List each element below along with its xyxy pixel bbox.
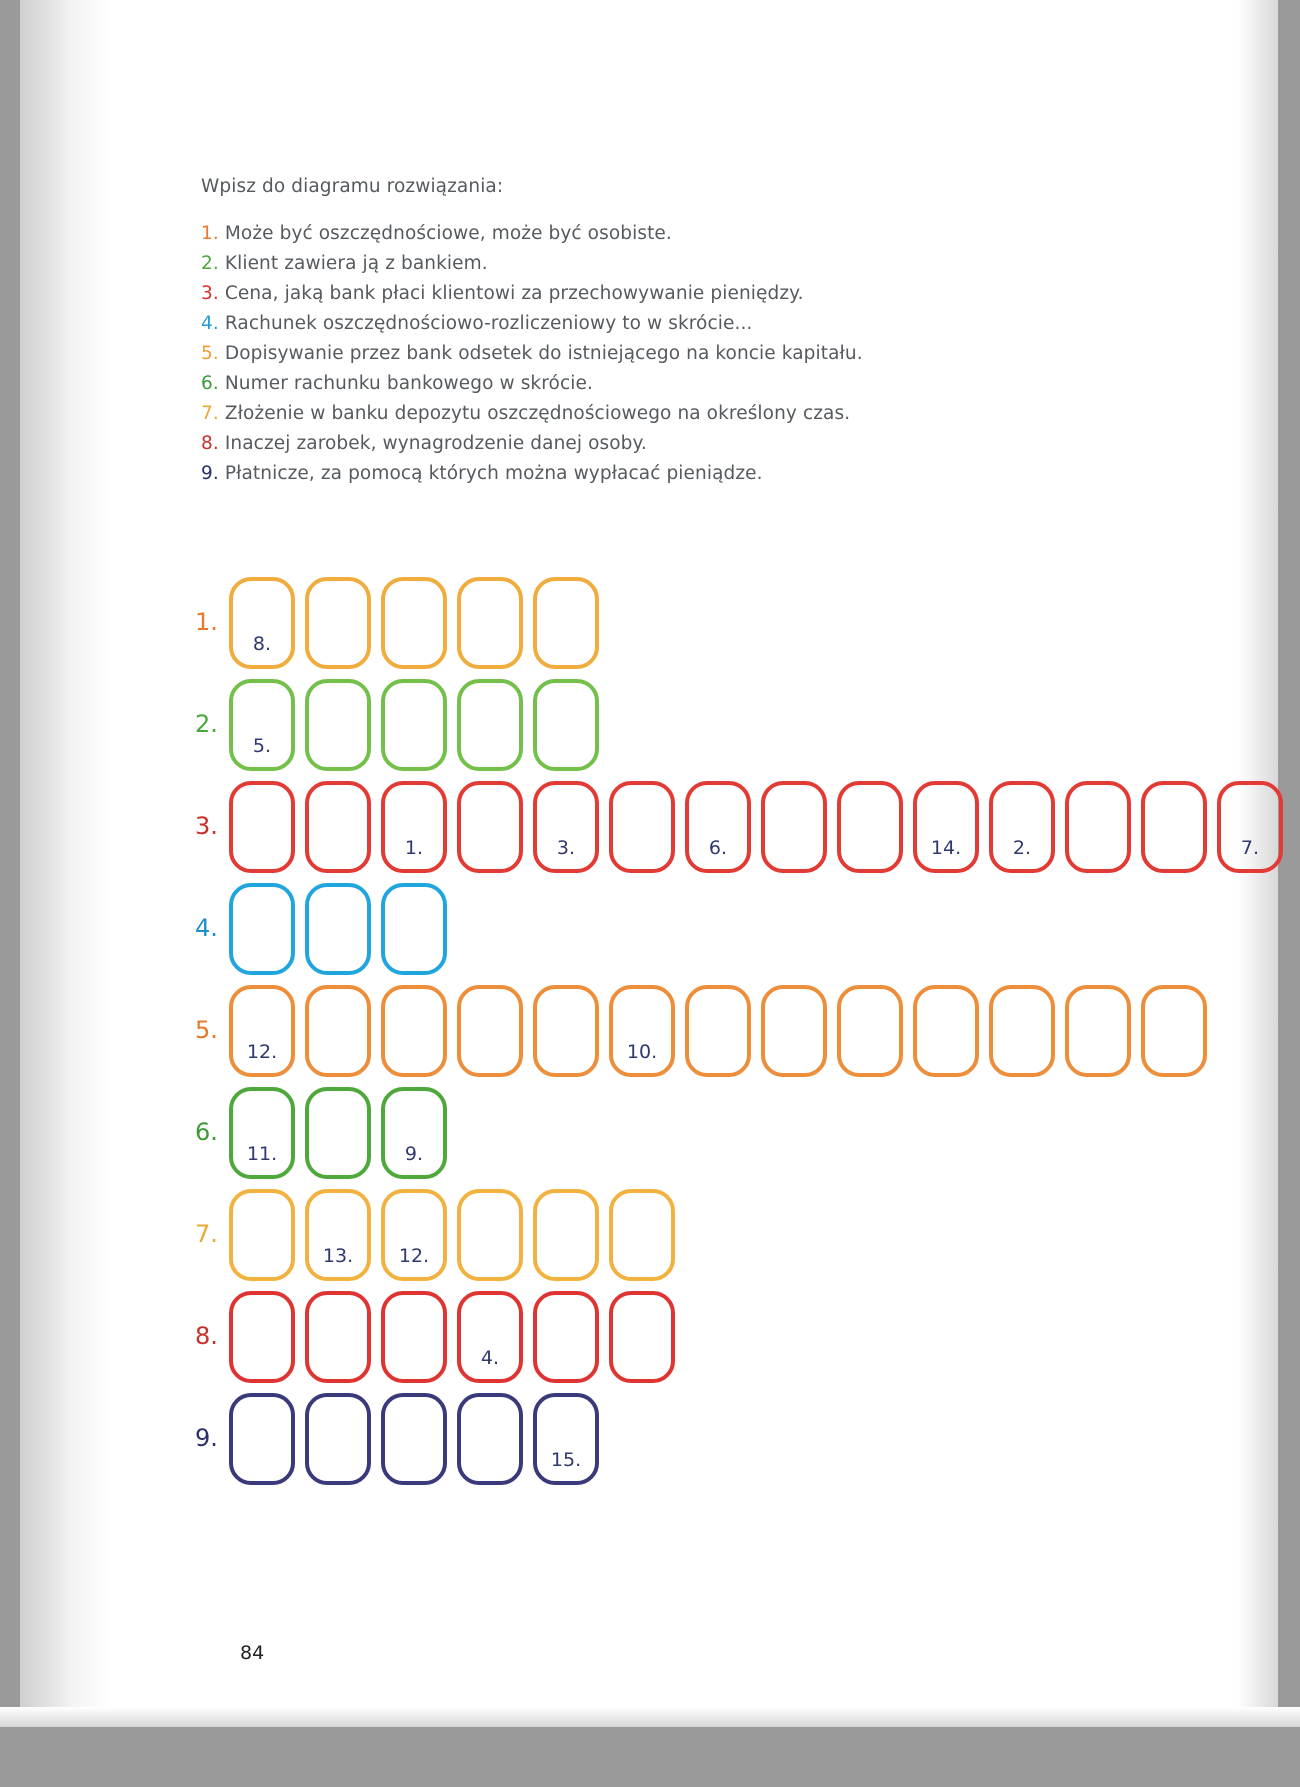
crossword-cell[interactable]	[1141, 781, 1207, 873]
clue-number: 7.	[201, 403, 219, 424]
crossword-cell[interactable]	[305, 1393, 371, 1485]
clue-text: Rachunek oszczędnościowo-rozliczeniowy to w skrócie...	[224, 313, 753, 334]
crossword-cell[interactable]	[533, 1291, 599, 1383]
crossword-cell[interactable]	[533, 781, 599, 873]
cell-number: 14.	[930, 837, 962, 859]
crossword-cell[interactable]	[1065, 985, 1131, 1077]
crossword-cell[interactable]	[305, 1189, 371, 1281]
cell-number: 7.	[1240, 837, 1260, 859]
cell-number: 9.	[404, 1143, 424, 1165]
cell-number: 6.	[708, 837, 728, 859]
crossword-cell[interactable]	[381, 985, 447, 1077]
clue-number: 2.	[201, 253, 219, 274]
crossword-cell[interactable]	[609, 781, 675, 873]
crossword-cell[interactable]	[457, 1393, 523, 1485]
cell-number: 3.	[556, 837, 576, 859]
crossword-cell[interactable]	[685, 781, 751, 873]
clue-number: 9.	[201, 463, 219, 484]
crossword-cell[interactable]	[457, 1189, 523, 1281]
crossword-cell[interactable]	[381, 577, 447, 669]
cell-number: 10.	[626, 1041, 658, 1063]
crossword-cell[interactable]	[381, 1291, 447, 1383]
crossword-cell[interactable]	[229, 679, 295, 771]
crossword-cell[interactable]	[381, 1087, 447, 1179]
crossword-cell[interactable]	[609, 985, 675, 1077]
clue-number: 1.	[201, 223, 219, 244]
crossword-cell[interactable]	[533, 1189, 599, 1281]
clue-text: Numer rachunku bankowego w skrócie.	[224, 373, 593, 394]
crossword-cell[interactable]	[1217, 781, 1283, 873]
cell-number: 4.	[480, 1347, 500, 1369]
row-label-1: 1.	[195, 608, 218, 636]
crossword-cell[interactable]	[305, 577, 371, 669]
crossword-cell[interactable]	[381, 679, 447, 771]
crossword-cell[interactable]	[381, 1393, 447, 1485]
row-label-3: 3.	[195, 812, 218, 840]
crossword-cell[interactable]	[837, 985, 903, 1077]
row-label-2: 2.	[195, 710, 218, 738]
row-label-9: 9.	[195, 1424, 218, 1452]
crossword-cell[interactable]	[609, 1189, 675, 1281]
crossword-cell[interactable]	[609, 1291, 675, 1383]
crossword-cell[interactable]	[457, 679, 523, 771]
cell-number: 12.	[398, 1245, 430, 1267]
crossword-cell[interactable]	[913, 781, 979, 873]
row-label-4: 4.	[195, 914, 218, 942]
crossword-cell[interactable]	[229, 577, 295, 669]
clue-text: Złożenie w banku depozytu oszczędnościowego na określony czas.	[224, 403, 851, 424]
crossword-cell[interactable]	[229, 1393, 295, 1485]
cell-number: 8.	[252, 633, 272, 655]
clue-text: Dopisywanie przez bank odsetek do istniejącego na koncie kapitału.	[224, 343, 863, 364]
crossword-cell[interactable]	[229, 1087, 295, 1179]
cell-number: 12.	[246, 1041, 278, 1063]
clue-number: 6.	[201, 373, 219, 394]
crossword-cell[interactable]	[305, 781, 371, 873]
crossword-cell[interactable]	[305, 679, 371, 771]
clue-text: Płatnicze, za pomocą których można wypłacać pieniądze.	[224, 463, 763, 484]
cell-number: 1.	[404, 837, 424, 859]
crossword-cell[interactable]	[457, 1291, 523, 1383]
cell-number: 11.	[246, 1143, 278, 1165]
crossword-cell[interactable]	[533, 679, 599, 771]
crossword-cell[interactable]	[989, 985, 1055, 1077]
crossword-cell[interactable]	[305, 985, 371, 1077]
crossword-cell[interactable]	[533, 577, 599, 669]
crossword-cell[interactable]	[381, 781, 447, 873]
clue-number: 5.	[201, 343, 219, 364]
crossword-cell[interactable]	[305, 1087, 371, 1179]
crossword-cell[interactable]	[457, 985, 523, 1077]
crossword-cell[interactable]	[229, 781, 295, 873]
crossword-cell[interactable]	[229, 883, 295, 975]
crossword-cell[interactable]	[761, 985, 827, 1077]
crossword-cell[interactable]	[457, 577, 523, 669]
crossword-cell[interactable]	[457, 781, 523, 873]
clue-text: Cena, jaką bank płaci klientowi za przechowywanie pieniędzy.	[224, 283, 804, 304]
crossword-cell[interactable]	[305, 883, 371, 975]
row-label-6: 6.	[195, 1118, 218, 1146]
crossword-cell[interactable]	[913, 985, 979, 1077]
row-label-7: 7.	[195, 1220, 218, 1248]
crossword-cell[interactable]	[1065, 781, 1131, 873]
crossword-cell[interactable]	[381, 1189, 447, 1281]
crossword-cell[interactable]	[989, 781, 1055, 873]
crossword-cell[interactable]	[761, 781, 827, 873]
clue-number: 4.	[201, 313, 219, 334]
crossword-cell[interactable]	[305, 1291, 371, 1383]
row-label-8: 8.	[195, 1322, 218, 1350]
page-number: 84	[240, 1642, 265, 1664]
clue-text: Inaczej zarobek, wynagrodzenie danej osoby.	[224, 433, 647, 454]
row-label-5: 5.	[195, 1016, 218, 1044]
cell-number: 13.	[322, 1245, 354, 1267]
crossword-cell[interactable]	[229, 985, 295, 1077]
crossword-cell[interactable]	[685, 985, 751, 1077]
cell-number: 2.	[1012, 837, 1032, 859]
clue-number: 3.	[201, 283, 219, 304]
crossword-cell[interactable]	[533, 1393, 599, 1485]
crossword-cell[interactable]	[229, 1291, 295, 1383]
instructions-title: Wpisz do diagramu rozwiązania:	[201, 176, 504, 197]
clue-text: Klient zawiera ją z bankiem.	[224, 253, 488, 274]
clue-text: Może być oszczędnościowe, może być osobiste.	[224, 223, 672, 244]
crossword-cell[interactable]	[381, 883, 447, 975]
crossword-cell[interactable]	[229, 1189, 295, 1281]
crossword-cell[interactable]	[837, 781, 903, 873]
cell-number: 15.	[550, 1449, 582, 1471]
crossword-cell[interactable]	[1141, 985, 1207, 1077]
crossword-cell[interactable]	[533, 985, 599, 1077]
cell-number: 5.	[252, 735, 272, 757]
clue-number: 8.	[201, 433, 219, 454]
